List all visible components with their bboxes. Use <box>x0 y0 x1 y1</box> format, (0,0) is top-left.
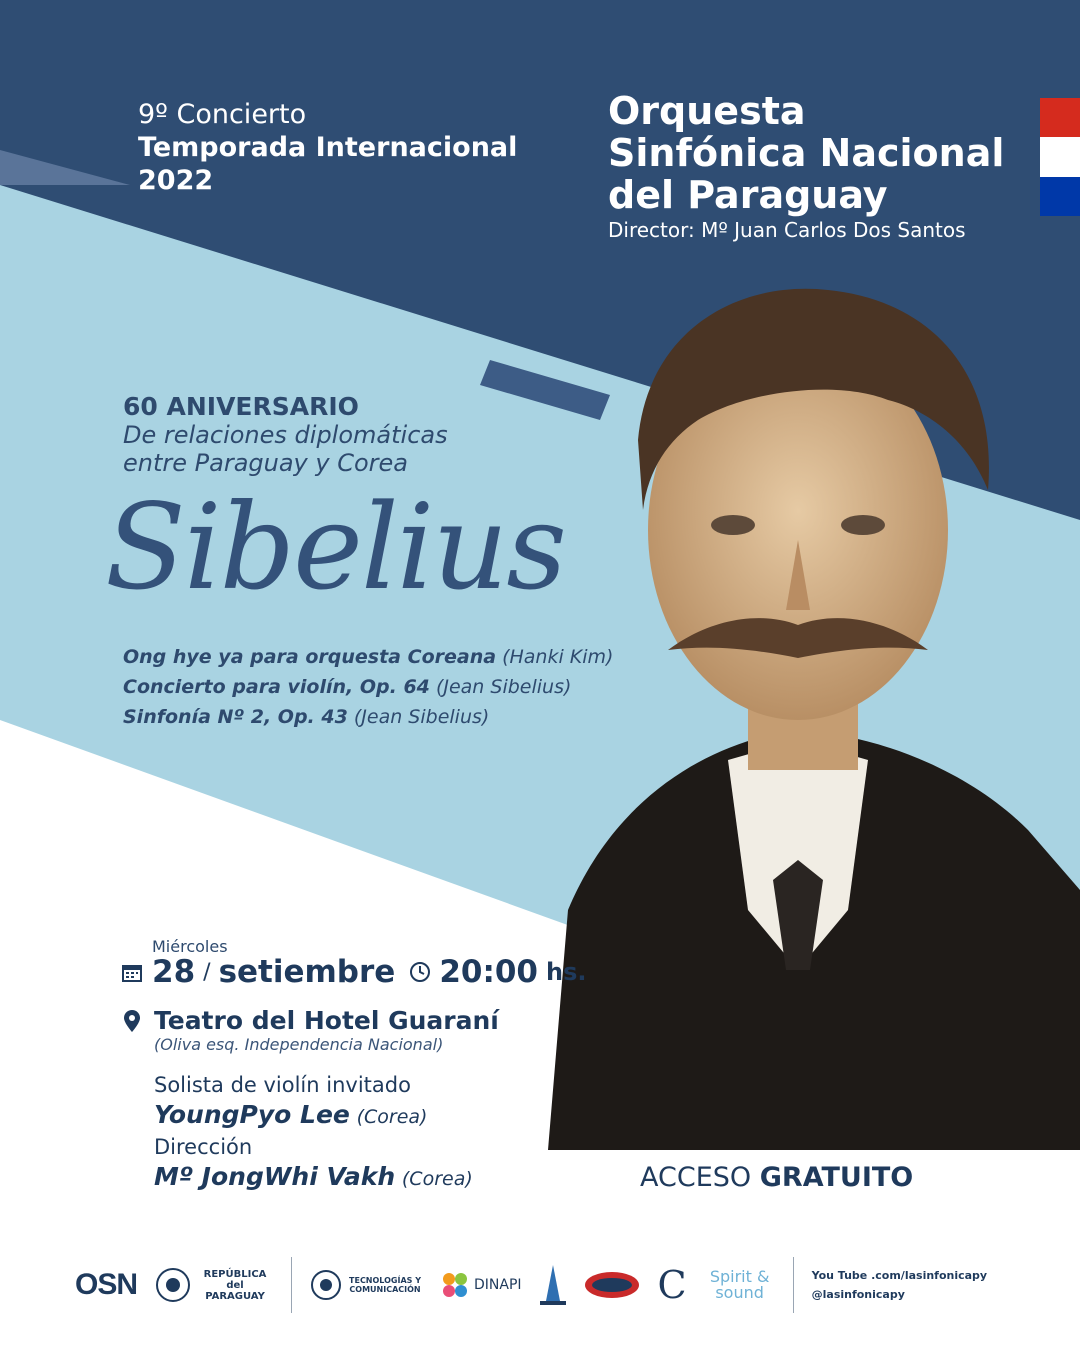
seal-icon <box>310 1269 342 1301</box>
heart-icon[interactable] <box>958 1296 1030 1350</box>
social-links: You Tube .com/lasinfonicapy @lasinfonicapy <box>811 1269 988 1301</box>
program-item <box>123 642 613 672</box>
season-title: Temporada Internacional <box>138 132 518 163</box>
program-work: Ong hye ya para orquesta Coreana <box>123 646 497 668</box>
building-icon <box>540 1265 566 1305</box>
location-pin-icon <box>124 1010 140 1032</box>
anniversary-title: 60 ANIVERSARIO <box>123 392 359 421</box>
program-item <box>123 702 613 732</box>
osn-logo: OSN <box>75 1268 138 1301</box>
clock-icon <box>409 961 431 983</box>
event-month: setiembre <box>218 954 396 990</box>
program-author: (Jean Sibelius) <box>435 676 572 698</box>
c-logo: C <box>657 1263 687 1307</box>
dinapi-icon <box>440 1270 470 1300</box>
paraguay-flag-icon <box>1040 98 1080 216</box>
program-work: Concierto para violín, Op. 64 <box>123 676 430 698</box>
event-day: 28 <box>152 954 196 990</box>
spirit-sound-logo: Spirit & sound <box>709 1267 770 1302</box>
soloist-label: Solista de violín invitado <box>154 1073 411 1097</box>
orchestra-line1: Orquesta <box>608 89 806 133</box>
program-item <box>123 672 613 702</box>
performers-block <box>154 1070 473 1194</box>
anniversary-line1: De relaciones diplomáticas <box>123 421 448 449</box>
program-work: Sinfonía Nº 2, Op. 43 <box>123 706 348 728</box>
venue-address: (Oliva esq. Independencia Nacional) <box>154 1035 444 1054</box>
concert-number: 9º Concierto <box>138 99 307 130</box>
composer-portrait <box>548 270 1080 1150</box>
access-prefix: ACCESO <box>640 1162 752 1193</box>
free-access-label <box>640 1162 913 1193</box>
conductor-name: Mº JongWhi Vakh <box>154 1162 396 1191</box>
anniversary-block <box>123 392 448 477</box>
event-time-unit: hs. <box>546 958 587 986</box>
logo-divider <box>291 1257 292 1313</box>
date-separator: / <box>203 959 211 985</box>
program-author: (Jean Sibelius) <box>353 706 490 728</box>
soloist-country: (Corea) <box>356 1106 428 1128</box>
season-info <box>138 98 517 197</box>
sponsor-logos <box>75 1250 1065 1320</box>
access-strong: GRATUITO <box>759 1162 914 1193</box>
event-weekday: Miércoles <box>152 937 228 956</box>
conductor-country: (Corea) <box>401 1168 473 1190</box>
orchestra-line3: del Paraguay <box>608 173 888 217</box>
anniversary-line2: entre Paraguay y Corea <box>123 449 408 477</box>
presidencia-logo: REPÚBLICA del PARAGUAY <box>155 1267 273 1303</box>
guarani-logo <box>540 1265 566 1305</box>
event-date-row <box>120 954 587 990</box>
program-list <box>123 642 613 732</box>
event-time: 20:00 <box>439 954 539 990</box>
dinapi-logo: DINAPI <box>440 1270 522 1300</box>
radio-logo <box>584 1270 640 1300</box>
orchestra-director: Director: Mº Juan Carlos Dos Santos <box>608 218 966 242</box>
orchestra-title <box>608 90 1004 216</box>
composer-title: Sibelius <box>105 478 565 616</box>
seal-icon <box>155 1267 191 1303</box>
event-venue <box>124 1006 499 1054</box>
season-year: 2022 <box>138 165 214 196</box>
conductor-label: Dirección <box>154 1135 253 1159</box>
orchestra-line2: Sinfónica Nacional <box>608 131 1005 175</box>
soloist-name: YoungPyo Lee <box>154 1100 350 1129</box>
badge-icon <box>584 1270 640 1300</box>
calendar-icon <box>120 960 144 984</box>
venue-name: Teatro del Hotel Guaraní <box>154 1006 499 1035</box>
logo-divider <box>793 1257 794 1313</box>
program-author: (Hanki Kim) <box>502 646 614 668</box>
mitic-logo: TECNOLOGÍAS Y COMUNICACIÓN <box>310 1269 422 1301</box>
